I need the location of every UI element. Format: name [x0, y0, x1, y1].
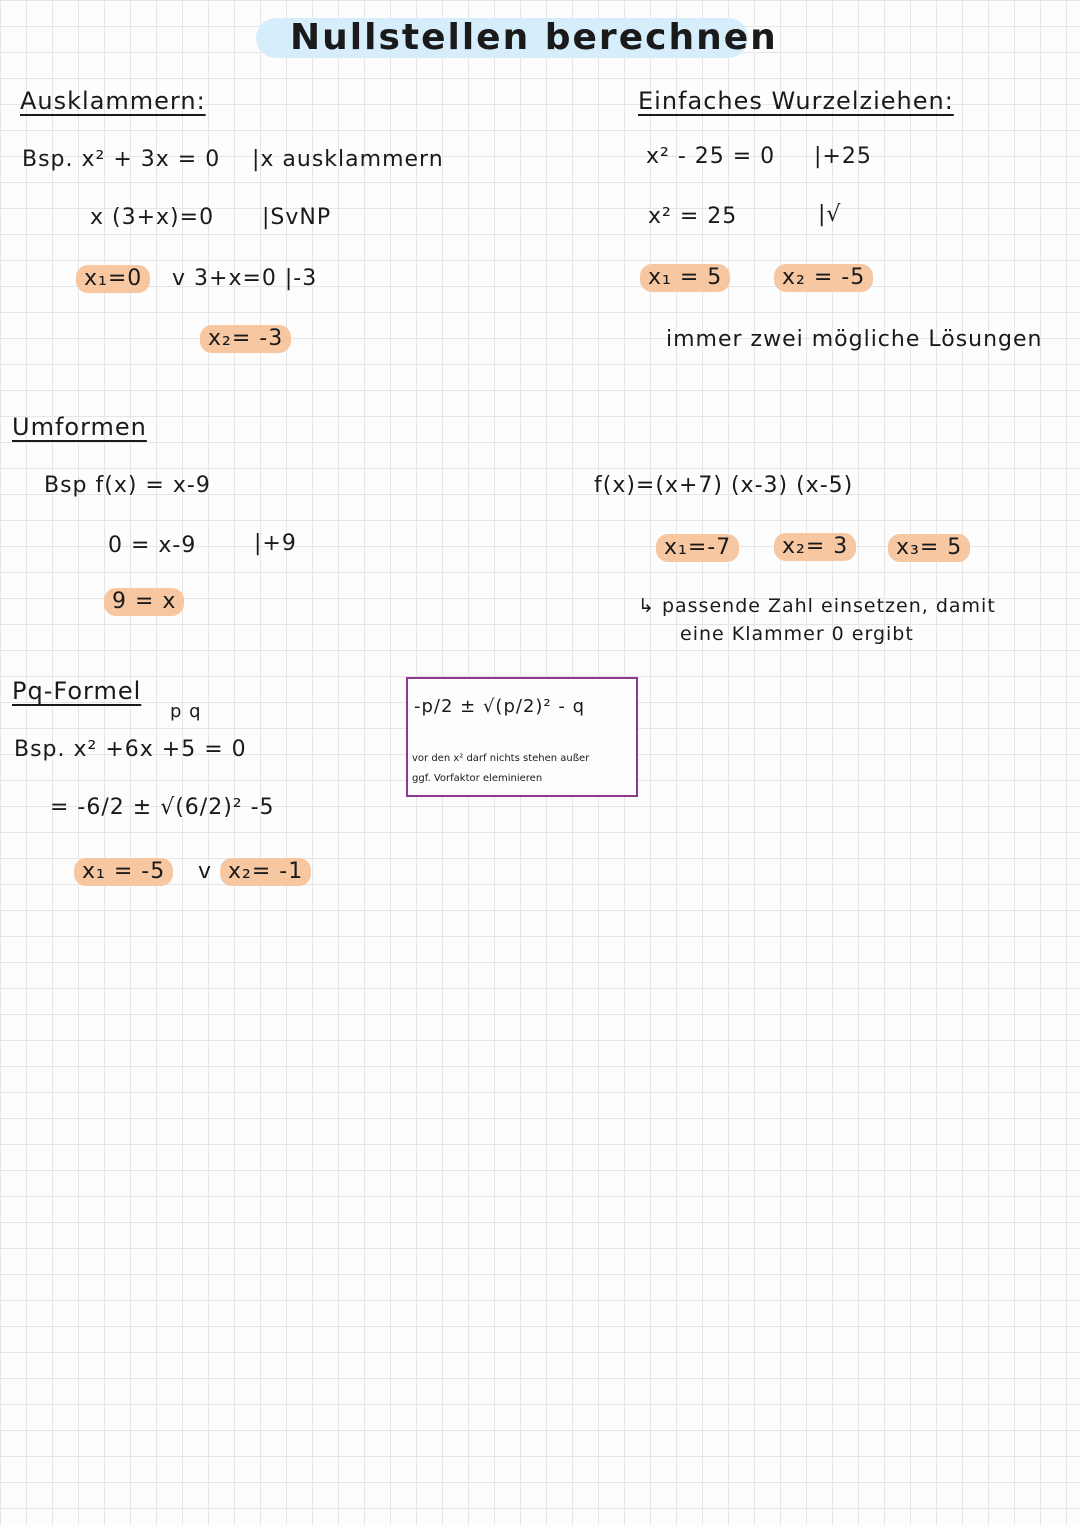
heading-umformen: Umformen [12, 413, 147, 441]
heading-pq: Pq-Formel [12, 677, 142, 705]
pq-x2-prefix: v [198, 859, 213, 884]
pq-formula-note2: ggf. Vorfaktor eleminieren [412, 773, 543, 784]
ausklammern-line1: Bsp. x² + 3x = 0 [22, 147, 221, 172]
faktor-x3: x₃= 5 [888, 534, 970, 562]
pq-line2: = -6/2 ± √(6/2)² -5 [50, 795, 275, 820]
umformen-note2: |+9 [254, 531, 297, 556]
faktor-x1: x₁=-7 [656, 534, 739, 562]
wurzel-note3: immer zwei mögliche Lösungen [666, 327, 1043, 352]
ausklammern-note2: |SvNP [262, 205, 332, 230]
wurzel-line1: x² - 25 = 0 [646, 144, 776, 169]
pq-x1: x₁ = -5 [74, 858, 173, 886]
ausklammern-note1: |x ausklammern [252, 147, 444, 172]
wurzel-x2: x₂ = -5 [774, 264, 873, 292]
wurzel-note1: |+25 [814, 144, 872, 169]
faktor-line1: f(x)=(x+7) (x-3) (x-5) [594, 473, 854, 498]
pq-formula-note1: vor den x² darf nichts stehen außer [412, 753, 590, 764]
wurzel-line2: x² = 25 [648, 204, 738, 229]
pq-marks: p q [170, 701, 202, 722]
ausklammern-x2: x₂= -3 [200, 325, 291, 353]
ausklammern-line3: v 3+x=0 |-3 [172, 266, 318, 291]
heading-ausklammern: Ausklammern: [20, 87, 206, 115]
pq-x2: x₂= -1 [220, 858, 311, 886]
umformen-line1: Bsp f(x) = x-9 [44, 473, 211, 498]
wurzel-note2: |√ [818, 202, 842, 227]
heading-wurzel: Einfaches Wurzelziehen: [638, 87, 954, 115]
faktor-x2: x₂= 3 [774, 533, 856, 561]
pq-formula: -p/2 ± √(p/2)² - q [414, 696, 585, 717]
ausklammern-line2: x (3+x)=0 [90, 205, 215, 230]
umformen-line2: 0 = x-9 [108, 533, 197, 558]
umformen-result: 9 = x [104, 588, 184, 616]
faktor-note2: eine Klammer 0 ergibt [680, 623, 914, 645]
pq-formula-box [406, 677, 638, 797]
pq-line1: Bsp. x² +6x +5 = 0 [14, 737, 247, 762]
ausklammern-x1: x₁=0 [76, 265, 150, 293]
faktor-note: ↳ passende Zahl einsetzen, damit [638, 595, 996, 617]
wurzel-x1: x₁ = 5 [640, 264, 730, 292]
page-title: Nullstellen berechnen [290, 17, 778, 58]
